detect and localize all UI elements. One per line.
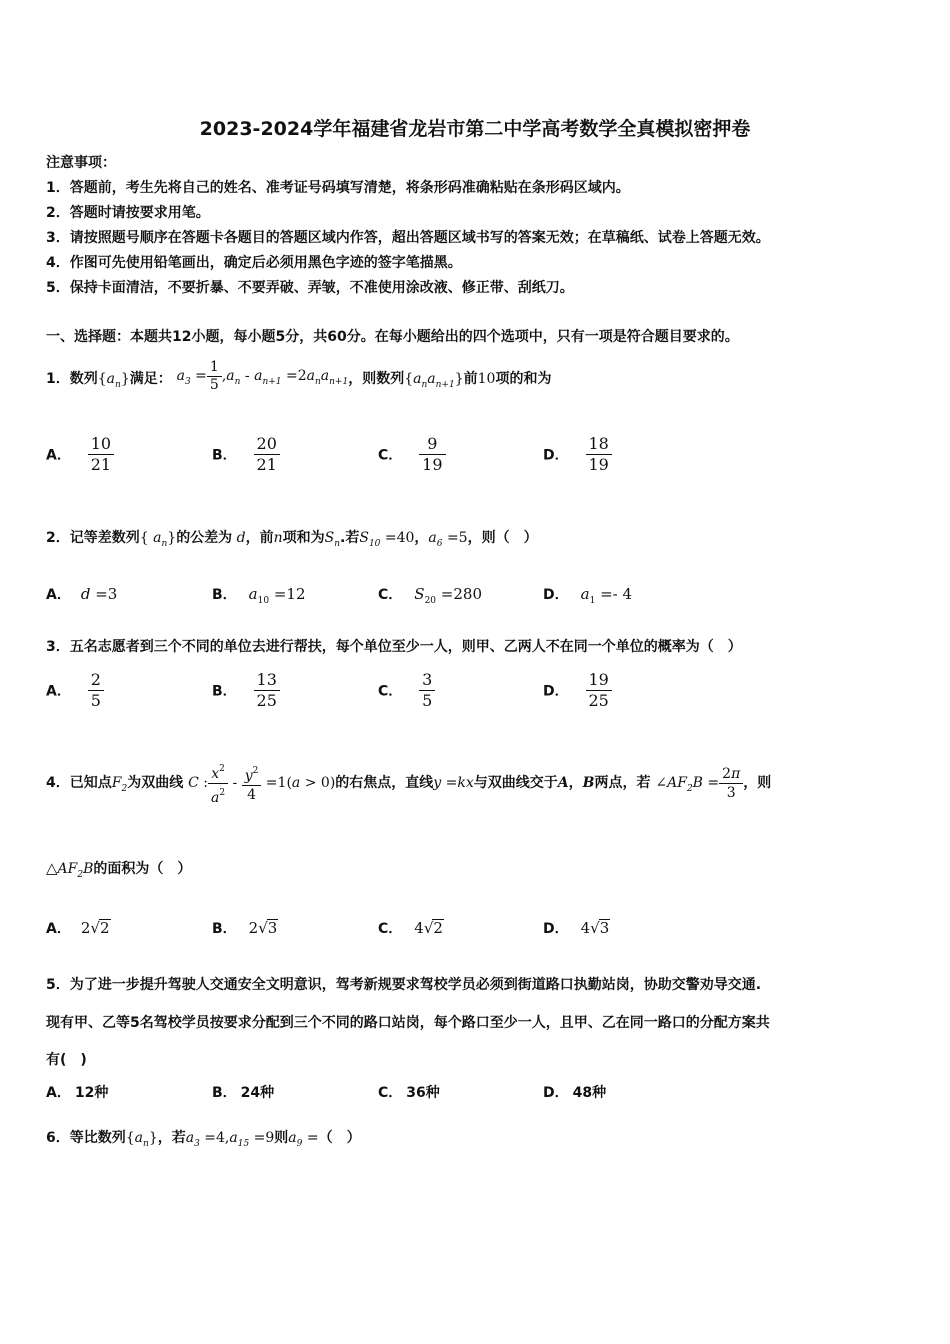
q1-seq-expr: $\{a_n\}$: [97, 371, 130, 390]
section-heading: 一、选择题：本题共12小题，每小题5分，共60分。在每小题给出的四个选项中，只有一项是符合题目要求的。: [46, 329, 739, 345]
q2-text: 的公差为: [176, 530, 233, 546]
q6-number: 6．等比数列: [46, 1130, 126, 1146]
q2-text: ，: [414, 530, 429, 546]
q1-seq-expr: $\{a_na_{n+1}\}$: [404, 371, 464, 390]
q4-text: 两点，若: [594, 775, 651, 791]
q2-option-b[interactable]: B． $a_{10} =12$: [212, 585, 306, 606]
question-6: 6．等比数列$\{a_n\}$，若$a_3 =4,a_{15} =9$则$a_9$ =（ ）: [46, 1130, 361, 1149]
q6-text: 则: [274, 1130, 289, 1146]
q1-text: 前: [463, 371, 478, 387]
q4-option-d[interactable]: D． 4√3: [543, 919, 610, 937]
q1-option-a[interactable]: A． $\frac{10}{21}$: [46, 434, 114, 475]
question-4: 4．已知点$F_2$为双曲线 C : $\frac{x^2}{a^2}$ - $\frac{y^2}{4}$ =1(a > 0)的右焦点，直线y =kx与双曲线交于A，B两点，若 $\angle AF_2B$ = $\frac{2\pi}{3}$ ，则: [46, 758, 771, 814]
q6-text: （ ）: [318, 1130, 361, 1146]
page-title: 2023-2024学年福建省龙岩市第二中学高考数学全真模拟密押卷: [199, 118, 751, 140]
q1-text: ，则数列: [348, 371, 405, 387]
q1-text: 满足：: [129, 371, 172, 387]
q5-option-b[interactable]: B． 24种: [212, 1085, 275, 1101]
q5-option-c[interactable]: C． 36种: [378, 1085, 440, 1101]
question-4-cont: $\triangle AF_2B$的面积为（ ）: [46, 859, 192, 880]
q4-text: 的右焦点，直线: [335, 775, 434, 791]
q2-text: ，前: [245, 530, 274, 546]
question-2: 2．记等差数列{ $a_n$}的公差为 d，前n项和为$S_n$.若$S_{10} =40$，$a_6 =5$，则（ ）: [46, 530, 538, 549]
notice-item: 2．答题时请按要求用笔。: [46, 205, 210, 221]
notice-item: 3．请按照题号顺序在答题卡各题目的答题区域内作答，超出答题区域书写的答案无效；在草稿纸、试卷上答题无效。: [46, 230, 770, 246]
q1-number-value: 10: [477, 371, 496, 387]
notice-item: 1．答题前，考生先将自己的姓名、准考证号码填写清楚，将条形码准确粘贴在条形码区域内。: [46, 180, 630, 196]
q4-hyperbola-eq: C : $\frac{x^2}{a^2}$ - $\frac{y^2}{4}$ =1(a > 0): [188, 775, 335, 791]
q2-option-d[interactable]: D． $a_1 =- 4$: [543, 585, 633, 606]
q1-number: 1．数列: [46, 371, 98, 387]
q4-option-c[interactable]: C． 4√2: [378, 919, 443, 937]
question-1: [46, 356, 551, 405]
q4-text: 与双曲线交于: [473, 775, 558, 791]
q1-option-d[interactable]: D． $\frac{18}{19}$: [543, 434, 612, 475]
q6-seq-expr: $\{a_n\}$: [125, 1130, 158, 1149]
q4-text: ，则: [743, 775, 772, 791]
q4-angle-eq: $\angle AF_2B$ = $\frac{2\pi}{3}$: [655, 775, 743, 791]
q5-option-d[interactable]: D． 48种: [543, 1085, 607, 1101]
notice-item: 4．作图可先使用铅笔画出，确定后必须用黑色字迹的签字笔描黑。: [46, 255, 462, 271]
q3-option-d[interactable]: D． $\frac{19}{25}$: [543, 670, 612, 711]
q1-option-c[interactable]: C． $\frac{9}{19}$: [378, 434, 446, 475]
q4-number: 4．已知点: [46, 775, 112, 791]
notice-heading: 注意事项：: [46, 155, 116, 171]
q2-option-c[interactable]: C． $S_{20} =280$: [378, 585, 482, 606]
q3-option-b[interactable]: B． $\frac{13}{25}$: [212, 670, 280, 711]
q2-text: .若: [340, 530, 360, 546]
q2-number: 2．记等差数列: [46, 530, 140, 546]
q4-option-a[interactable]: A． 2√2: [46, 919, 110, 937]
q1-option-b[interactable]: B． $\frac{20}{21}$: [212, 434, 280, 475]
question-3: 3．五名志愿者到三个不同的单位去进行帮扶，每个单位至少一人，则甲、乙两人不在同一个单位的概率为（ ）: [46, 639, 742, 655]
q4-text: 的面积为（ ）: [93, 861, 192, 877]
q2-seq-expr: { $a_n$}: [139, 530, 177, 549]
q6-text: ，若: [157, 1130, 186, 1146]
q2-option-a[interactable]: A． d =3: [46, 585, 118, 603]
q4-text: 为双曲线: [127, 775, 184, 791]
question-5-line: 有( ): [46, 1052, 87, 1068]
question-5-line: 现有甲、乙等5名驾校学员按要求分配到三个不同的路口站岗，每个路口至少一人，且甲、乙在同一路口的分配方案共: [46, 1015, 770, 1031]
q5-option-a[interactable]: A． 12种: [46, 1085, 109, 1101]
question-5-line: 5．为了进一步提升驾驶人交通安全文明意识，驾考新规要求驾校学员必须到街道路口执勤站岗，协助交警劝导交通.: [46, 977, 762, 993]
q3-option-a[interactable]: A． $\frac{2}{5}$: [46, 670, 104, 711]
q4-option-b[interactable]: B． 2√3: [212, 919, 278, 937]
q3-option-c[interactable]: C． $\frac{3}{5}$: [378, 670, 435, 711]
q1-condition: $a_3$ = $\frac{1}{5}$ $,a_n - a_{n+1} =2a_na_{n+1}$: [176, 358, 349, 393]
q2-text: ，则（ ）: [467, 530, 538, 546]
notice-item: 5．保持卡面清洁，不要折暴、不要弄破、弄皱，不准使用涂改液、修正带、刮纸刀。: [46, 280, 574, 296]
q1-text: 项的和为: [495, 371, 552, 387]
q2-text: 项和为: [282, 530, 325, 546]
